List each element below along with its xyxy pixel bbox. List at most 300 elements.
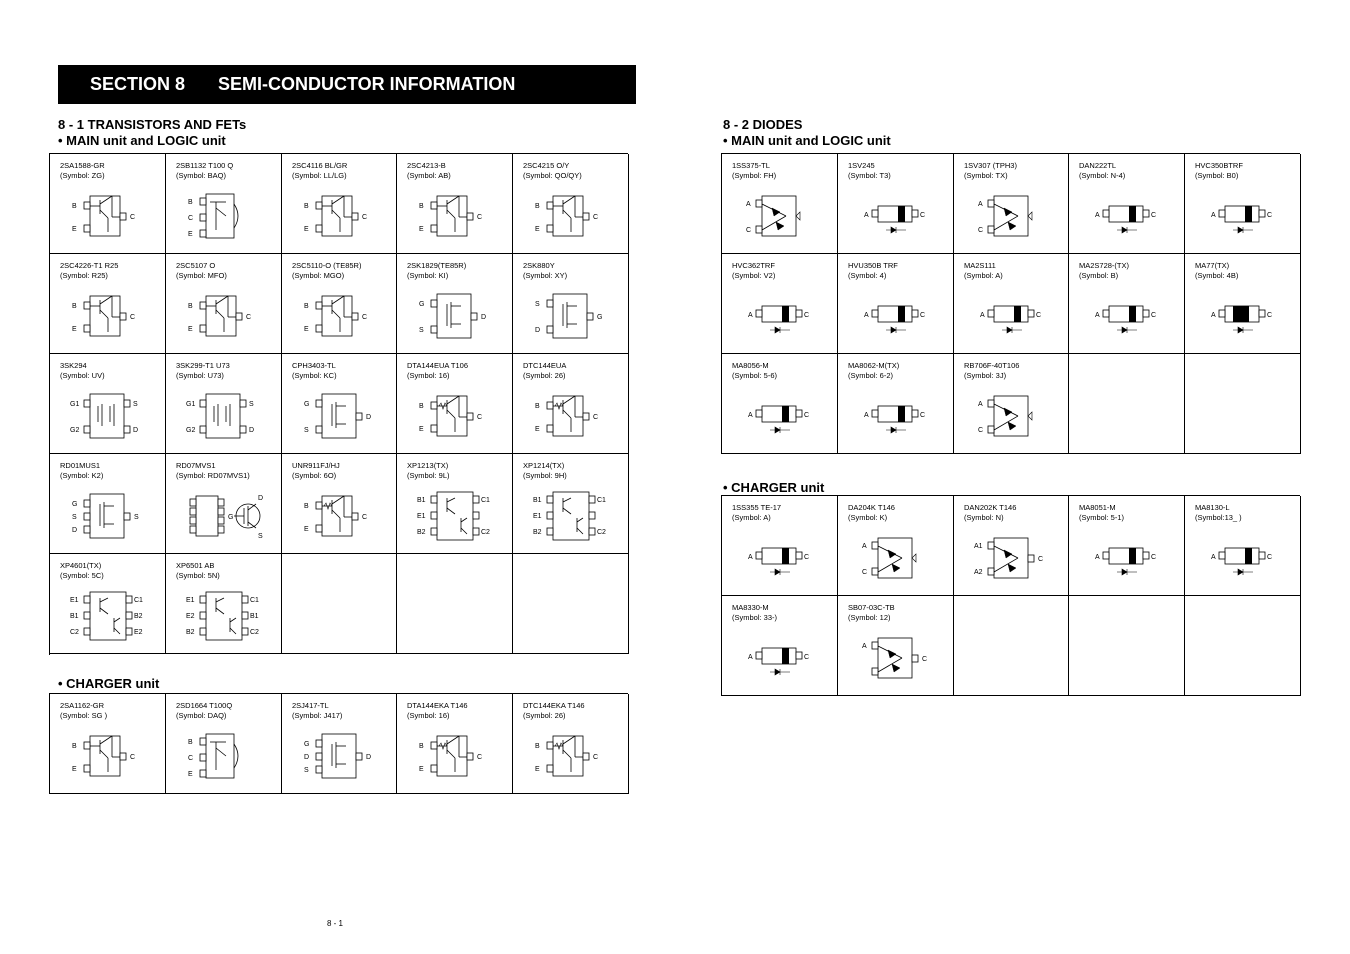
bjt-icon	[533, 186, 617, 246]
pin-pad	[240, 400, 246, 407]
package-body	[1225, 548, 1259, 564]
pin-pad	[200, 426, 206, 433]
part-cell	[397, 454, 513, 554]
bjt-icon	[70, 286, 154, 346]
part-cell	[166, 694, 282, 794]
part-number: RD07MVS1	[176, 461, 216, 470]
package-body	[1109, 206, 1143, 222]
part-number: MA2S111	[964, 261, 996, 270]
pin-label: B	[188, 303, 193, 310]
part-cell	[397, 354, 513, 454]
part-cell	[1185, 496, 1301, 596]
pin-label: C	[920, 412, 926, 419]
part-symbol: (Symbol: 16)	[407, 371, 450, 380]
pin-label: B	[535, 203, 540, 210]
part-symbol: (Symbol: 26)	[523, 371, 566, 380]
part-number: 1SS375-TL	[732, 161, 770, 170]
part-label	[1079, 503, 1124, 523]
pin-label: A	[748, 554, 753, 561]
pin-label: D	[249, 427, 255, 434]
part-number: HVC350BTRF	[1195, 161, 1243, 170]
pin-pad	[467, 753, 473, 760]
pin-label: E	[72, 326, 77, 333]
part-number: 2SJ417-TL	[292, 701, 329, 710]
pin-pad	[547, 326, 553, 333]
pin-pad	[236, 313, 242, 320]
pin-label: D	[72, 527, 78, 534]
pin-pad	[316, 325, 322, 332]
digital-icon	[302, 486, 386, 546]
part-number: 2SC5110-O (TE85R)	[292, 261, 362, 270]
part-number: 2SA1588-GR	[60, 161, 105, 170]
section-title: SEMI-CONDUCTOR INFORMATION	[218, 74, 516, 94]
part-symbol: (Symbol: R25)	[60, 271, 108, 280]
part-symbol: (Symbol:13_ )	[1195, 513, 1242, 522]
part-symbol: (Symbol: T3)	[848, 171, 891, 180]
part-label	[292, 361, 337, 381]
part-symbol: (Symbol: N)	[964, 513, 1004, 522]
dualgate-icon	[186, 386, 270, 446]
part-cell	[722, 254, 838, 354]
cathode-band	[1129, 306, 1136, 322]
pin-pad	[872, 410, 878, 417]
part-symbol: (Symbol: ZG)	[60, 171, 105, 180]
pin-label: G2	[70, 427, 80, 434]
pin-label: G2	[186, 427, 196, 434]
part-symbol: (Symbol: B0)	[1195, 171, 1239, 180]
diode-icon	[1089, 286, 1173, 346]
part-number: MA2S728-(TX)	[1079, 261, 1130, 270]
part-cell	[50, 694, 166, 794]
part-number: MA8051-M	[1079, 503, 1116, 512]
part-label	[60, 261, 118, 281]
pin-pad	[200, 400, 206, 407]
pin-label: B	[72, 303, 77, 310]
pin-pad	[84, 325, 90, 332]
bjt-power-icon	[186, 726, 270, 786]
part-number: DAN202K T146	[964, 503, 1017, 512]
part-label	[964, 361, 1019, 381]
pin-pad	[316, 753, 322, 760]
pin-pad	[988, 400, 994, 407]
pin-pad	[200, 302, 206, 309]
pin-pad	[872, 210, 878, 217]
diode-icon	[1233, 569, 1253, 575]
pin-pad	[1103, 552, 1109, 559]
pin-pad	[190, 517, 196, 524]
part-number: 2SC4215 O/Y	[523, 161, 570, 170]
diode-icon	[1117, 227, 1137, 233]
diode-icon	[770, 427, 790, 433]
part-label	[407, 361, 468, 381]
pin-label: C	[804, 312, 810, 319]
part-symbol: (Symbol: 4B)	[1195, 271, 1239, 280]
cathode-band	[782, 648, 789, 664]
pin-label: A	[1095, 212, 1100, 219]
pin-pad	[316, 202, 322, 209]
pin-label: C	[920, 212, 926, 219]
pin-pad	[126, 628, 132, 635]
diode-icon	[770, 569, 790, 575]
pin-pad	[84, 500, 90, 507]
pin-label: G1	[70, 401, 80, 408]
pin-label: C	[188, 215, 194, 222]
part-cell	[282, 694, 397, 794]
diodes-main-heading: • MAIN unit and LOGIC unit	[723, 133, 891, 148]
part-number: HVU350B TRF	[848, 261, 898, 270]
part-symbol: (Symbol: QO/QY)	[523, 171, 582, 180]
pin-label: C1	[250, 597, 259, 604]
pin-label: B	[304, 203, 309, 210]
pin-label: A	[978, 401, 983, 408]
diode-icon	[1089, 186, 1173, 246]
diode-icon	[770, 669, 790, 675]
part-cell	[166, 154, 282, 254]
pin-pad	[431, 512, 437, 519]
part-cell	[722, 154, 838, 254]
pin-label: C	[477, 214, 483, 221]
part-label	[407, 461, 450, 481]
pin-pad	[218, 517, 224, 524]
pin-label: A	[1095, 554, 1100, 561]
dual-diode-icon	[858, 528, 942, 588]
pin-pad	[756, 310, 762, 317]
package-body	[206, 296, 236, 336]
package-body	[90, 394, 124, 438]
part-cell	[50, 154, 166, 254]
part-cell	[722, 354, 838, 454]
cathode-band	[898, 306, 905, 322]
package-body	[90, 296, 120, 336]
page-number: 8 - 1	[327, 919, 344, 928]
pin-pad	[190, 508, 196, 515]
part-number: MA8062-M(TX)	[848, 361, 900, 370]
pin-pad	[124, 400, 130, 407]
part-label	[407, 701, 468, 721]
pin-pad	[124, 513, 130, 520]
transistors-charger-table	[49, 693, 628, 794]
pin-pad	[84, 742, 90, 749]
pin-pad	[431, 528, 437, 535]
part-symbol: (Symbol: AB)	[407, 171, 451, 180]
pin-pad	[84, 526, 90, 533]
pin-pad	[120, 313, 126, 320]
part-cell	[954, 254, 1069, 354]
part-label	[848, 361, 899, 381]
part-symbol: (Symbol: 16)	[407, 711, 450, 720]
pin-label: B	[304, 503, 309, 510]
diode-icon	[742, 528, 826, 588]
pin-pad	[84, 513, 90, 520]
pin-label: C	[804, 654, 810, 661]
pin-pad	[467, 213, 473, 220]
diodes-main-table	[721, 153, 1300, 454]
part-number: DTA144EKA T146	[407, 701, 468, 710]
pin-pad	[218, 508, 224, 515]
diode-icon	[742, 286, 826, 346]
part-label	[964, 261, 1003, 281]
part-cell	[397, 554, 513, 654]
part-number: MA8330-M	[732, 603, 769, 612]
pin-label: G	[72, 501, 78, 508]
pin-pad	[756, 652, 762, 659]
pin-label: B1	[417, 497, 426, 504]
bjt-icon	[417, 186, 501, 246]
part-cell	[513, 454, 629, 554]
pin-pad	[120, 213, 126, 220]
pin-pad	[190, 499, 196, 506]
pin-pad	[589, 528, 595, 535]
pin-label: C	[1036, 312, 1042, 319]
pin-label: C2	[597, 529, 606, 536]
pin-label: C1	[597, 497, 606, 504]
package-body	[878, 306, 912, 322]
cathode-band	[1129, 548, 1136, 564]
part-cell	[282, 354, 397, 454]
part-number: HVC362TRF	[732, 261, 775, 270]
pin-label: C	[362, 514, 368, 521]
pin-pad	[352, 213, 358, 220]
part-number: MA8130-L	[1195, 503, 1230, 512]
pin-label: C	[593, 214, 599, 221]
part-number: XP1213(TX)	[407, 461, 449, 470]
pin-pad	[316, 502, 322, 509]
section-number: SECTION 8	[90, 74, 186, 94]
package-body	[322, 496, 352, 536]
pin-pad	[200, 738, 206, 745]
part-symbol: (Symbol: UV)	[60, 371, 105, 380]
bjt-icon	[302, 186, 386, 246]
pin-pad	[547, 512, 553, 519]
part-cell	[166, 554, 282, 654]
cathode-band	[1233, 306, 1249, 322]
pin-pad	[912, 655, 918, 662]
pin-pad	[316, 766, 322, 773]
fet3-icon	[70, 486, 154, 546]
package-body	[553, 396, 583, 436]
part-cell	[166, 454, 282, 554]
pin-pad	[431, 402, 437, 409]
pin-label: C	[130, 314, 136, 321]
part-symbol: (Symbol: DAQ)	[176, 711, 227, 720]
diode-icon	[886, 327, 906, 333]
package-body	[994, 196, 1028, 236]
diode-icon	[858, 386, 942, 446]
part-number: 2SC4116 BL/GR	[292, 161, 348, 170]
diode-icon	[742, 386, 826, 446]
pin-label: A	[864, 212, 869, 219]
part-number: XP4601(TX)	[60, 561, 102, 570]
part-label	[176, 361, 230, 381]
digital-icon	[417, 386, 501, 446]
package-body	[1109, 306, 1143, 322]
part-symbol: (Symbol: 26)	[523, 711, 566, 720]
part-number: 2SA1162-GR	[60, 701, 105, 710]
pin-pad	[587, 313, 593, 320]
pin-label: B	[304, 303, 309, 310]
part-symbol: (Symbol: U73)	[176, 371, 224, 380]
part-number: 2SB1132 T100 Q	[176, 161, 234, 170]
part-symbol: (Symbol: LL/LG)	[292, 171, 347, 180]
part-cell	[838, 254, 954, 354]
part-symbol: (Symbol: 5C)	[60, 571, 104, 580]
part-symbol: (Symbol: 6-2)	[848, 371, 894, 380]
pin-label: B	[72, 743, 77, 750]
cathode-band	[782, 548, 789, 564]
pin-pad	[547, 225, 553, 232]
diode-dark-icon	[1205, 286, 1289, 346]
part-cell	[838, 154, 954, 254]
part-symbol: (Symbol: K2)	[60, 471, 104, 480]
diode-icon	[858, 186, 942, 246]
package-body	[1109, 548, 1143, 564]
pin-pad	[200, 628, 206, 635]
dual-diode-icon	[974, 386, 1058, 446]
part-label	[964, 161, 1017, 181]
pin-label: C	[130, 214, 136, 221]
pin-label: C2	[481, 529, 490, 536]
pin-label: B1	[250, 613, 259, 620]
part-symbol: (Symbol: 4)	[848, 271, 887, 280]
pin-pad	[1143, 552, 1149, 559]
pin-pad	[200, 612, 206, 619]
pin-pad	[1219, 210, 1225, 217]
pin-pad	[988, 226, 994, 233]
package-body	[994, 538, 1028, 578]
package-body	[196, 496, 218, 536]
cathode-band	[898, 406, 905, 422]
fet-icon	[533, 286, 617, 346]
pin-pad	[467, 413, 473, 420]
bjt-icon	[70, 186, 154, 246]
part-number: UNR911FJ/HJ	[292, 461, 340, 470]
part-cell	[1069, 254, 1185, 354]
pin-label: C	[922, 656, 928, 663]
pin-pad	[547, 528, 553, 535]
pin-label: C	[862, 569, 868, 576]
part-number: 1SV307 (TPH3)	[964, 161, 1017, 170]
fet-icon	[417, 286, 501, 346]
pin-label: E	[419, 226, 424, 233]
pin-pad	[240, 426, 246, 433]
pin-pad	[872, 568, 878, 575]
pin-label: A	[746, 201, 751, 208]
pin-label: C	[1038, 556, 1044, 563]
package-body	[437, 492, 473, 540]
part-symbol: (Symbol: K)	[848, 513, 888, 522]
package-body	[322, 394, 356, 438]
pin-label: S	[249, 401, 254, 408]
pin-pad	[1259, 310, 1265, 317]
part-cell	[513, 254, 629, 354]
part-cell	[1069, 354, 1185, 454]
part-cell	[1185, 596, 1301, 696]
part-symbol: (Symbol: XY)	[523, 271, 568, 280]
pin-pad	[872, 642, 878, 649]
pin-label: D	[258, 495, 264, 502]
pin-label: E2	[134, 629, 143, 636]
part-number: RB706F-40T106	[964, 361, 1020, 370]
pin-label: C1	[481, 497, 490, 504]
pin-pad	[316, 302, 322, 309]
part-label	[407, 261, 466, 281]
pin-pad	[583, 413, 589, 420]
pin-label: C	[362, 214, 368, 221]
cathode-band	[1014, 306, 1021, 322]
fet3-icon	[302, 726, 386, 786]
pin-label: A	[1211, 212, 1216, 219]
part-label	[732, 261, 775, 281]
part-label	[292, 701, 342, 721]
pin-pad	[431, 765, 437, 772]
package-body	[762, 548, 796, 564]
pin-label: A	[980, 312, 985, 319]
pin-label: B	[419, 203, 424, 210]
pin-pad	[589, 496, 595, 503]
pin-label: S	[72, 514, 77, 521]
pin-pad	[988, 542, 994, 549]
diodes-charger-heading: • CHARGER unit	[723, 480, 825, 495]
pin-label: D	[481, 314, 487, 321]
pin-label: C1	[134, 597, 143, 604]
pin-label: C	[130, 754, 136, 761]
pin-pad	[356, 413, 362, 420]
pin-pad	[912, 310, 918, 317]
part-symbol: (Symbol: 5-1)	[1079, 513, 1125, 522]
pin-label: G	[597, 314, 603, 321]
pin-pad	[1219, 310, 1225, 317]
pin-label: D	[535, 327, 541, 334]
package-body	[553, 736, 583, 776]
pin-pad	[84, 225, 90, 232]
pin-label: E	[72, 226, 77, 233]
pin-label: D	[304, 754, 310, 761]
part-cell	[1185, 354, 1301, 454]
part-cell	[513, 554, 629, 654]
pin-pad	[316, 426, 322, 433]
dual-diode-icon	[742, 186, 826, 246]
part-label	[176, 701, 232, 721]
part-symbol: (Symbol: A)	[964, 271, 1003, 280]
part-cell	[722, 596, 838, 696]
package-body	[878, 638, 912, 678]
part-cell	[166, 254, 282, 354]
tab-outline	[234, 744, 238, 768]
pin-label: C	[188, 755, 194, 762]
part-label	[60, 161, 105, 181]
pin-label: E	[535, 426, 540, 433]
part-number: MA8056-M	[732, 361, 769, 370]
pin-pad	[473, 528, 479, 535]
part-symbol: (Symbol: 6O)	[292, 471, 337, 480]
package-body	[762, 196, 796, 236]
part-symbol: (Symbol: KC)	[292, 371, 337, 380]
pin-pad	[431, 742, 437, 749]
part-symbol: (Symbol: A)	[732, 513, 771, 522]
pin-label: B	[188, 199, 193, 206]
pin-pad	[124, 426, 130, 433]
pin-label: A	[862, 543, 867, 550]
diodes-heading: 8 - 2 DIODES	[723, 117, 803, 132]
index-mark	[1028, 412, 1032, 420]
package-body	[206, 592, 242, 640]
part-label	[848, 603, 895, 623]
part-symbol: (Symbol: 5-6)	[732, 371, 778, 380]
pin-pad	[84, 612, 90, 619]
part-number: 1SV245	[848, 161, 875, 170]
part-number: 2SC4226-T1 R25	[60, 261, 119, 270]
pin-pad	[242, 612, 248, 619]
